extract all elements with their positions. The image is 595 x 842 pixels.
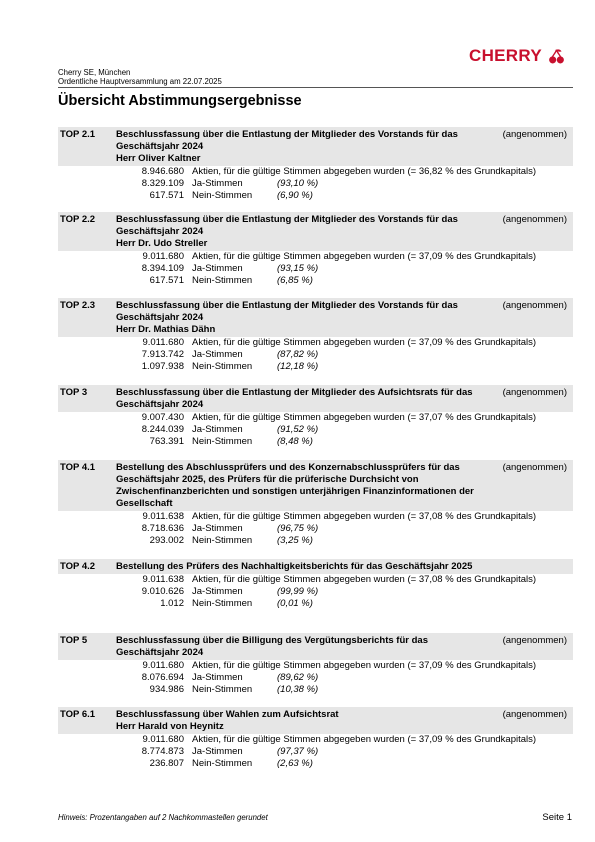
no-votes-percent: (6,90 %) <box>277 190 313 201</box>
no-votes-row <box>58 535 573 547</box>
vote-results <box>58 660 573 696</box>
yes-votes-percent: (97,37 %) <box>277 746 319 757</box>
page-number: Seite 1 <box>542 812 572 823</box>
agenda-item-title: Bestellung des Abschlussprüfers und des Konzernabschlussprüfers für das Geschäftsjahr 2025, des Prüfers für die prüferische Durchsicht von Zwischenfinanzberichten und sonstigen unterjährigen Finanzinformationen der Gesellschaft <box>116 462 474 509</box>
cherry-logo <box>469 46 565 68</box>
valid-votes-label: Aktien, für die gültige Stimmen abgegeben wurden (= 36,82 % des Grundkapitals) <box>192 166 537 177</box>
valid-votes-row <box>58 660 573 672</box>
yes-votes-row <box>58 746 573 758</box>
meeting-line: Ordentliche Hauptversammlung am 22.07.2025 <box>58 77 222 86</box>
yes-votes-row <box>58 586 573 598</box>
yes-votes-percent: (93,15 %) <box>277 263 319 274</box>
no-votes-percent: (8,48 %) <box>277 436 313 447</box>
valid-votes-count: 9.011.680 <box>142 734 184 745</box>
agenda-item-id: TOP 2.1 <box>60 129 96 140</box>
yes-votes-count: 8.394.109 <box>141 263 184 274</box>
valid-votes-label: Aktien, für die gültige Stimmen abgegeben wurden (= 37,07 % des Grundkapitals) <box>192 412 537 423</box>
share-capital-note: (= 37,09 % des Grundkapitals) <box>407 251 537 262</box>
valid-votes-row <box>58 511 573 523</box>
yes-votes-row <box>58 263 573 275</box>
agenda-item-title: Beschlussfassung über die Billigung des Vergütungsberichts für das Geschäftsjahr 2024 <box>116 635 428 658</box>
agenda-item-description <box>116 212 486 251</box>
valid-votes-label: Aktien, für die gültige Stimmen abgegeben wurden (= 37,08 % des Grundkapitals) <box>192 574 537 585</box>
no-votes-count: 236.807 <box>149 758 184 769</box>
valid-votes-count: 9.007.430 <box>141 412 184 423</box>
agenda-item-description <box>116 127 486 166</box>
agenda-item-title: Beschlussfassung über Wahlen zum Aufsichtsrat <box>116 709 339 720</box>
yes-votes-label: Ja-Stimmen <box>192 263 243 274</box>
vote-results <box>58 337 573 373</box>
yes-votes-label: Ja-Stimmen <box>192 349 243 360</box>
agenda-item-description <box>116 707 486 734</box>
yes-votes-count: 8.076.694 <box>141 672 184 683</box>
yes-votes-row <box>58 178 573 190</box>
vote-results <box>58 412 573 448</box>
no-votes-label: Nein-Stimmen <box>192 535 253 546</box>
agenda-item-person: Herr Harald von Heynitz <box>116 721 224 732</box>
valid-votes-row <box>58 412 573 424</box>
no-votes-label: Nein-Stimmen <box>192 275 253 286</box>
yes-votes-percent: (89,62 %) <box>277 672 319 683</box>
yes-votes-label: Ja-Stimmen <box>192 586 243 597</box>
agenda-item-title: Bestellung des Prüfers des Nachhaltigkeitsberichts für das Geschäftsjahr 2025 <box>116 561 473 572</box>
no-votes-count: 763.391 <box>149 436 184 447</box>
yes-votes-row <box>58 424 573 436</box>
result-status: (angenommen) <box>502 387 567 398</box>
share-capital-note: (= 36,82 % des Grundkapitals) <box>407 166 537 177</box>
valid-votes-count: 8.946.680 <box>141 166 184 177</box>
valid-votes-row <box>58 166 573 178</box>
vote-results <box>58 166 573 202</box>
agenda-item <box>58 460 573 547</box>
share-capital-note: (= 37,07 % des Grundkapitals) <box>407 412 537 423</box>
no-votes-label: Nein-Stimmen <box>192 190 253 201</box>
agenda-item-person: Herr Oliver Kaltner <box>116 153 201 164</box>
valid-votes-count: 9.011.638 <box>142 511 184 522</box>
yes-votes-label: Ja-Stimmen <box>192 672 243 683</box>
agenda-item-header <box>58 559 573 574</box>
rounding-note: Hinweis: Prozentangaben auf 2 Nachkommastellen gerundet <box>58 813 268 822</box>
no-votes-count: 934.986 <box>149 684 184 695</box>
valid-votes-label: Aktien, für die gültige Stimmen abgegeben wurden (= 37,09 % des Grundkapitals) <box>192 734 537 745</box>
result-status: (angenommen) <box>502 635 567 646</box>
agenda-item-header <box>58 460 573 511</box>
company-line: Cherry SE, München <box>58 68 131 77</box>
agenda-item-header <box>58 298 573 337</box>
agenda-item-description <box>116 559 486 574</box>
agenda-item-title: Beschlussfassung über die Entlastung der Mitglieder des Vorstands für das Geschäftsjahr 2024 <box>116 214 458 237</box>
no-votes-count: 293.002 <box>149 535 184 546</box>
no-votes-percent: (2,63 %) <box>277 758 313 769</box>
yes-votes-count: 8.329.109 <box>141 178 184 189</box>
valid-votes-row <box>58 337 573 349</box>
no-votes-row <box>58 598 573 610</box>
no-votes-row <box>58 361 573 373</box>
yes-votes-percent: (87,82 %) <box>277 349 319 360</box>
valid-votes-count: 9.011.680 <box>142 337 184 348</box>
yes-votes-count: 8.718.636 <box>141 523 184 534</box>
yes-votes-count: 8.244.039 <box>141 424 184 435</box>
result-status: (angenommen) <box>502 214 567 225</box>
yes-votes-row <box>58 349 573 361</box>
agenda-item-title: Beschlussfassung über die Entlastung der Mitglieder des Vorstands für das Geschäftsjahr 2024 <box>116 300 458 323</box>
yes-votes-percent: (96,75 %) <box>277 523 319 534</box>
result-status: (angenommen) <box>502 129 567 140</box>
agenda-item-description <box>116 385 486 412</box>
yes-votes-label: Ja-Stimmen <box>192 746 243 757</box>
no-votes-count: 617.571 <box>149 190 184 201</box>
no-votes-count: 617.571 <box>149 275 184 286</box>
no-votes-percent: (10,38 %) <box>277 684 319 695</box>
vote-results <box>58 251 573 287</box>
agenda-item-title: Beschlussfassung über die Entlastung der Mitglieder des Aufsichtsrats für das Geschäftsjahr 2024 <box>116 387 473 410</box>
agenda-item-description <box>116 460 486 511</box>
agenda-item-description <box>116 633 486 660</box>
agenda-item-id: TOP 2.2 <box>60 214 96 225</box>
no-votes-label: Nein-Stimmen <box>192 598 253 609</box>
valid-votes-label: Aktien, für die gültige Stimmen abgegeben wurden (= 37,09 % des Grundkapitals) <box>192 660 537 671</box>
no-votes-label: Nein-Stimmen <box>192 436 253 447</box>
agenda-item <box>58 633 573 696</box>
yes-votes-percent: (91,52 %) <box>277 424 319 435</box>
yes-votes-percent: (99,99 %) <box>277 586 319 597</box>
valid-votes-row <box>58 574 573 586</box>
result-status: (angenommen) <box>502 462 567 473</box>
no-votes-row <box>58 275 573 287</box>
agenda-item-id: TOP 2.3 <box>60 300 96 311</box>
valid-votes-row <box>58 734 573 746</box>
agenda-item-header <box>58 127 573 166</box>
result-status: (angenommen) <box>502 709 567 720</box>
no-votes-percent: (0,01 %) <box>277 598 313 609</box>
valid-votes-label: Aktien, für die gültige Stimmen abgegeben wurden (= 37,08 % des Grundkapitals) <box>192 511 537 522</box>
cherry-icon <box>548 48 565 65</box>
no-votes-label: Nein-Stimmen <box>192 361 253 372</box>
no-votes-percent: (12,18 %) <box>277 361 319 372</box>
agenda-item <box>58 212 573 287</box>
yes-votes-percent: (93,10 %) <box>277 178 319 189</box>
no-votes-count: 1.012 <box>160 598 184 609</box>
agenda-item-description <box>116 298 486 337</box>
agenda-item-id: TOP 4.1 <box>60 462 96 473</box>
agenda-item-id: TOP 4.2 <box>60 561 96 572</box>
no-votes-percent: (6,85 %) <box>277 275 313 286</box>
agenda-item <box>58 298 573 373</box>
agenda-item-id: TOP 5 <box>60 635 88 646</box>
yes-votes-label: Ja-Stimmen <box>192 178 243 189</box>
agenda-item-title: Beschlussfassung über die Entlastung der Mitglieder des Vorstands für das Geschäftsjahr 2024 <box>116 129 458 152</box>
valid-votes-label: Aktien, für die gültige Stimmen abgegeben wurden (= 37,09 % des Grundkapitals) <box>192 337 537 348</box>
agenda-item-header <box>58 212 573 251</box>
logo-wordmark: CHERRY <box>469 46 542 65</box>
no-votes-label: Nein-Stimmen <box>192 684 253 695</box>
valid-votes-count: 9.011.680 <box>142 251 184 262</box>
share-capital-note: (= 37,09 % des Grundkapitals) <box>407 734 537 745</box>
vote-results <box>58 574 573 610</box>
share-capital-note: (= 37,09 % des Grundkapitals) <box>407 337 537 348</box>
no-votes-row <box>58 684 573 696</box>
no-votes-count: 1.097.938 <box>141 361 184 372</box>
vote-results <box>58 511 573 547</box>
no-votes-row <box>58 758 573 770</box>
agenda-item <box>58 127 573 202</box>
agenda-item <box>58 559 573 610</box>
yes-votes-count: 9.010.626 <box>141 586 184 597</box>
valid-votes-count: 9.011.638 <box>142 574 184 585</box>
valid-votes-label: Aktien, für die gültige Stimmen abgegeben wurden (= 37,09 % des Grundkapitals) <box>192 251 537 262</box>
agenda-item <box>58 385 573 448</box>
yes-votes-row <box>58 672 573 684</box>
share-capital-note: (= 37,09 % des Grundkapitals) <box>407 660 537 671</box>
agenda-item-header <box>58 633 573 660</box>
agenda-item-person: Herr Dr. Udo Streller <box>116 238 208 249</box>
agenda-item-id: TOP 3 <box>60 387 88 398</box>
share-capital-note: (= 37,08 % des Grundkapitals) <box>407 511 537 522</box>
agenda-item-header <box>58 707 573 734</box>
agenda-item-header <box>58 385 573 412</box>
no-votes-label: Nein-Stimmen <box>192 758 253 769</box>
agenda-item <box>58 707 573 770</box>
no-votes-row <box>58 436 573 448</box>
agenda-item-person: Herr Dr. Mathias Dähn <box>116 324 216 335</box>
valid-votes-count: 9.011.680 <box>142 660 184 671</box>
vote-results <box>58 734 573 770</box>
yes-votes-label: Ja-Stimmen <box>192 424 243 435</box>
share-capital-note: (= 37,08 % des Grundkapitals) <box>407 574 537 585</box>
result-status: (angenommen) <box>502 300 567 311</box>
agenda-item-id: TOP 6.1 <box>60 709 96 720</box>
yes-votes-count: 7.913.742 <box>141 349 184 360</box>
yes-votes-count: 8.774.873 <box>141 746 184 757</box>
yes-votes-label: Ja-Stimmen <box>192 523 243 534</box>
no-votes-percent: (3,25 %) <box>277 535 313 546</box>
page-title: Übersicht Abstimmungsergebnisse <box>58 93 302 109</box>
header-divider <box>58 87 573 88</box>
no-votes-row <box>58 190 573 202</box>
yes-votes-row <box>58 523 573 535</box>
valid-votes-row <box>58 251 573 263</box>
